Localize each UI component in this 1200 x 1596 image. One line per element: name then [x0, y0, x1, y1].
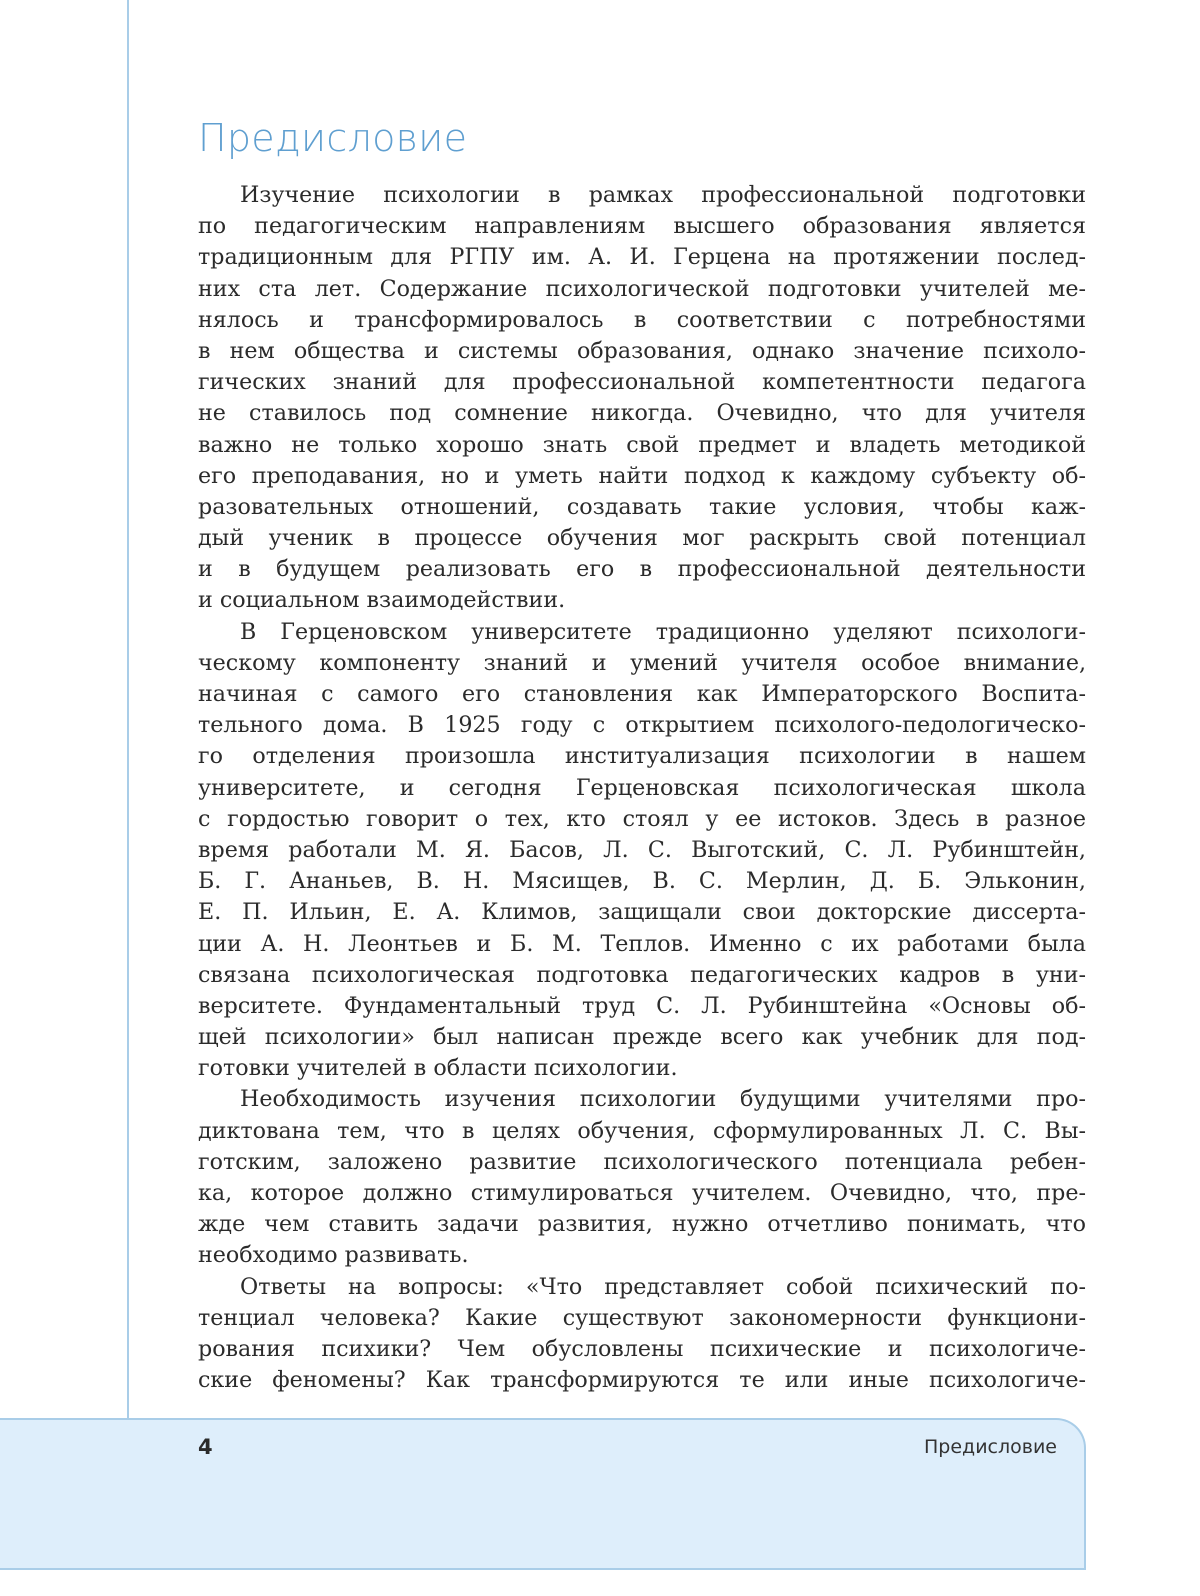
- text-line: В Герценовском университете традиционно уделяют психологи-: [240, 618, 1086, 645]
- text-line: и в будущем реализовать его в профессиональной деятельности: [198, 556, 1086, 583]
- text-line: Изучение психологии в рамках профессиональной подготовки: [240, 182, 1086, 208]
- text-line: верситете. Фундаментальный труд С. Л. Рубинштейна «Основы об-: [198, 992, 1086, 1019]
- text-line: важно не только хорошо знать свой предмет и владеть методикой: [198, 431, 1086, 458]
- text-line: по педагогическим направлениям высшего образования является: [198, 213, 1086, 240]
- running-title: Предисловие: [924, 1436, 1057, 1458]
- paragraph: [198, 180, 1086, 617]
- text-line: связана психологическая подготовка педагогических кадров в уни-: [198, 961, 1086, 988]
- text-line: щей психологии» был написан прежде всего как учебник для под-: [198, 1024, 1086, 1051]
- text-line: ческому компоненту знаний и умений учителя особое внимание,: [198, 649, 1086, 676]
- paragraph: [198, 617, 1086, 1085]
- paragraph: [198, 1272, 1086, 1397]
- text-line: разовательных отношений, создавать такие условия, чтобы каж-: [198, 493, 1086, 520]
- text-line: тельного дома. В 1925 году с открытием психолого-педологическо-: [198, 712, 1086, 739]
- text-line: необходимо развивать.: [198, 1242, 469, 1269]
- text-line: ка, которое должно стимулироваться учителем. Очевидно, что, пре-: [198, 1180, 1086, 1206]
- text-line: ские феномены? Как трансформируются те или иные психологиче-: [198, 1367, 1086, 1394]
- text-line: университете, и сегодня Герценовская психологическая школа: [198, 774, 1086, 801]
- text-line: традиционным для РГПУ им. А. И. Герцена на протяжении послед-: [198, 244, 1086, 271]
- text-line: рования психики? Чем обусловлены психические и психологиче-: [198, 1335, 1086, 1362]
- paragraph: [198, 1084, 1086, 1271]
- text-line: Необходимость изучения психологии будущими учителями про-: [240, 1086, 1086, 1113]
- text-line: них ста лет. Содержание психологической подготовки учителей ме-: [198, 275, 1086, 302]
- text-line: с гордостью говорит о тех, кто стоял у ее истоков. Здесь в разное: [198, 805, 1086, 832]
- text-line: тенциал человека? Какие существуют закономерности функциони-: [198, 1304, 1086, 1331]
- body-text: [198, 180, 1086, 1396]
- text-line: нялось и трансформировалось в соответствии с потребностями: [198, 306, 1086, 333]
- text-line: начиная с самого его становления как Императорского Воспита-: [198, 681, 1086, 707]
- text-line: не ставилось под сомнение никогда. Очевидно, что для учителя: [198, 400, 1086, 427]
- text-line: готским, заложено развитие психологического потенциала ребен-: [198, 1148, 1086, 1175]
- text-line: готовки учителей в области психологии.: [198, 1055, 678, 1082]
- text-line: диктована тем, что в целях обучения, сформулированных Л. С. Вы-: [198, 1117, 1086, 1144]
- text-line: Ответы на вопросы: «Что представляет собой психический по-: [240, 1273, 1086, 1300]
- text-line: жде чем ставить задачи развития, нужно отчетливо понимать, что: [198, 1211, 1086, 1238]
- page-title: Предисловие: [198, 116, 468, 160]
- margin-rule: [127, 0, 129, 1418]
- text-line: в нем общества и системы образования, однако значение психоло-: [198, 337, 1086, 364]
- text-line: гических знаний для профессиональной компетентности педагога: [198, 369, 1086, 396]
- text-line: ции А. Н. Леонтьев и Б. М. Теплов. Именно с их работами была: [198, 930, 1086, 957]
- text-line: его преподавания, но и уметь найти подход к каждому субъекту об-: [198, 462, 1086, 489]
- text-line: Е. П. Ильин, Е. А. Климов, защищали свои докторские диссерта-: [198, 899, 1086, 926]
- text-line: Б. Г. Ананьев, В. Н. Мясищев, В. С. Мерлин, Д. Б. Эльконин,: [198, 868, 1086, 895]
- text-line: го отделения произошла институализация психологии в нашем: [198, 743, 1086, 770]
- text-line: дый ученик в процессе обучения мог раскрыть свой потенциал: [198, 525, 1086, 552]
- text-line: и социальном взаимодействии.: [198, 587, 566, 614]
- text-line: время работали М. Я. Басов, Л. С. Выготский, С. Л. Рубинштейн,: [198, 836, 1086, 863]
- page-number: 4: [198, 1435, 213, 1459]
